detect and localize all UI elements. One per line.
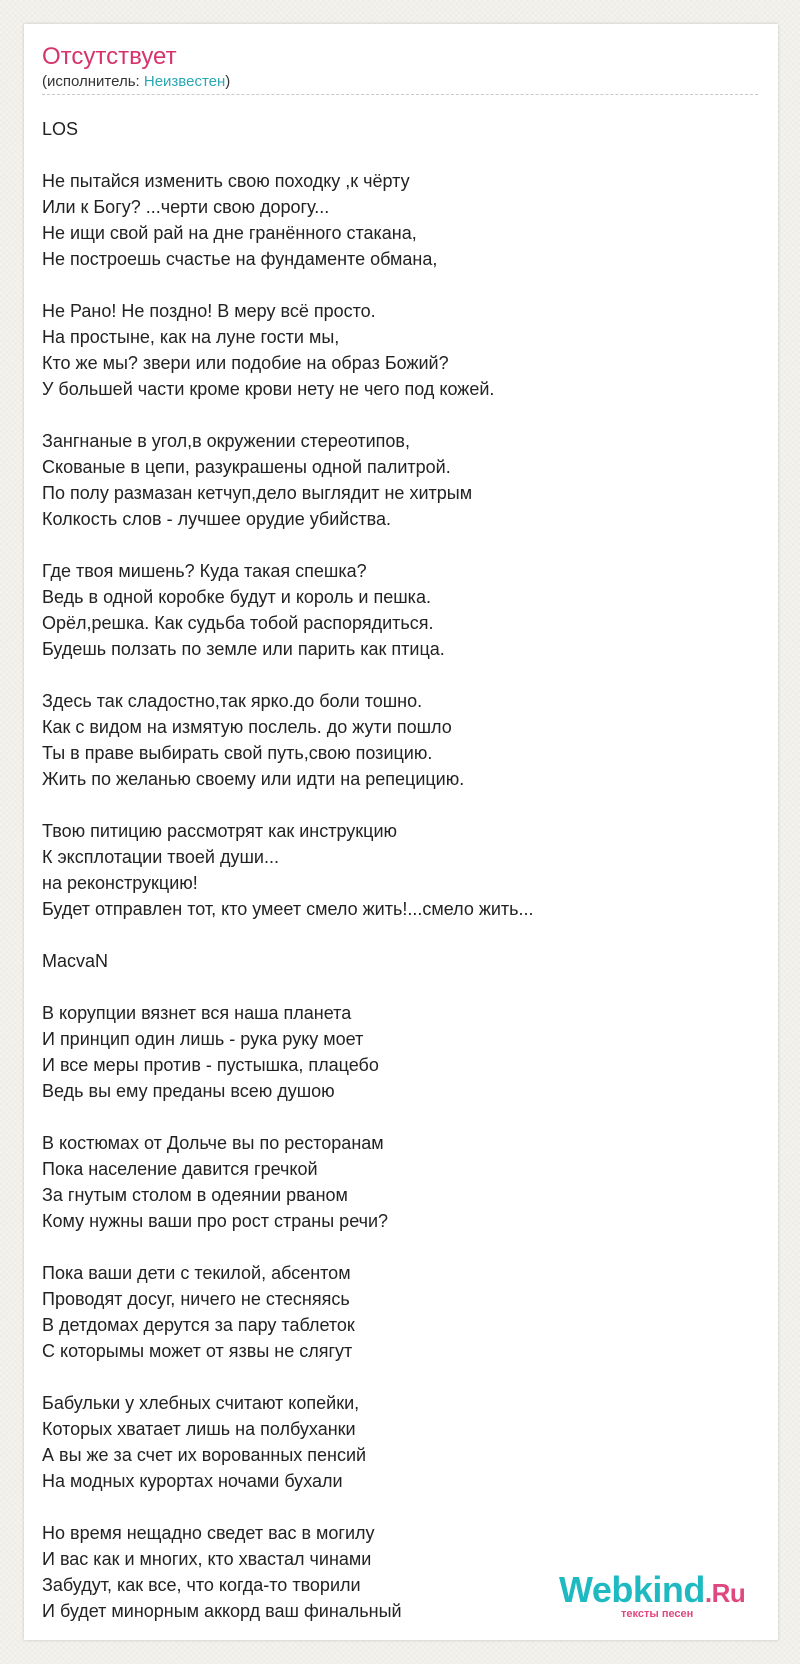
artist-suffix: ) xyxy=(225,73,231,90)
song-title: Отсутствует xyxy=(42,43,177,70)
logo-tagline: тексты песен xyxy=(621,1608,694,1620)
dashed-divider xyxy=(42,94,758,95)
lyrics-text: LOS Не пытайся изменить свою походку ,к чёрту Или к Богу? ...черти свою дорогу... Не ищи свой рай на дне гранённого стакана, Не построешь счастье на фундаменте обмана, Не Рано! Не поздно! В меру всё просто. На простыне, как на луне гости мы, Кто же мы? звери или подобие на образ Божий? У большей части кроме крови нету не чего под кожей. Зангнаные в угол,в окружении стереотипов, Скованые в цепи, разукрашены одной палитрой. По полу размазан кетчуп,дело выглядит не хитрым Колкость слов - лучшее орудие убийства. Где твоя мишень? Куда такая спешка? Ведь в одной коробке будут и король и пешка. Орёл,решка. Как судьба тобой распорядиться. Будешь ползать по земле или парить как птица. Здесь так сладостно,так ярко.до боли тошно. Как с видом на измятую послель. до жути пошло Ты в праве выбирать свой путь,свою позицию. Жить по желанью своему или идти на репецицию. Твою питицию рассмотрят как инструкцию К эксплотации твоей души... на реконструкцию! Будет отправлен тот, кто умеет смело жить!...смело жить... MacvaN В корупции вязнет вся наша планета И принцип один лишь - рука руку моет И все меры против - пустышка, плацебо Ведь вы ему преданы всею душою В костюмах от Дольче вы по ресторанам Пока население давится гречкой За гнутым столом в одеянии рваном Кому нужны ваши про рост страны речи? Пока ваши дети с текилой, абсентом Проводят досуг, ничего не стесняясь В детдомах дерутся за пару таблеток С которымы может от язвы не слягут Бабульки у хлебных считают копейки, Которых хватает лишь на полбуханки А вы же за счет их ворованных пенсий На модных курортах ночами бухали Но время нещадно сведет вас в могилу И вас как и многих, кто хвастал чинами Забудут, как все, что когда-то творили И будет минорным аккорд ваш финальный xyxy=(42,119,534,1621)
logo-tld: .Ru xyxy=(704,1578,746,1608)
artist-link[interactable]: Неизвестен xyxy=(143,73,226,90)
logo-brand: Webkind xyxy=(559,1569,705,1610)
webkind-logo xyxy=(559,1570,749,1622)
lyrics-card xyxy=(24,24,778,1640)
artist-prefix: (исполнитель: xyxy=(42,73,144,90)
artist-line xyxy=(42,72,230,92)
logo-wordmark xyxy=(559,1570,745,1613)
